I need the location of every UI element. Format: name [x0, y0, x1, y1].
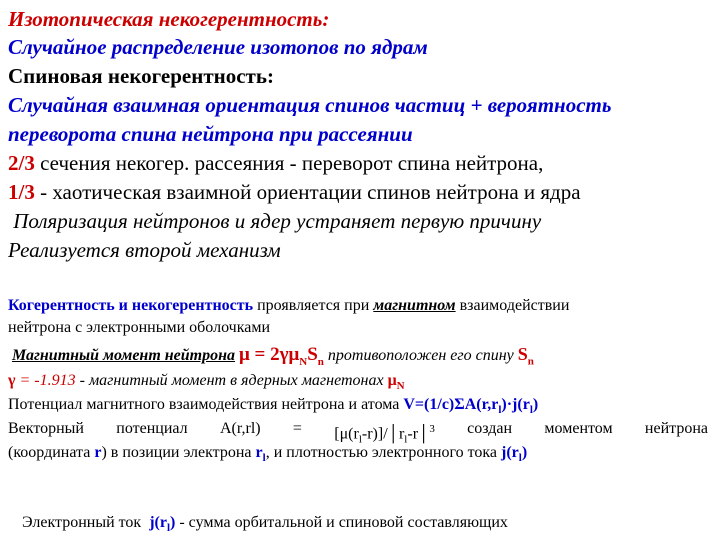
line-magnetic-moment: [8, 344, 534, 372]
text-two-thirds: сечения некогер. рассеяния - переворот спина нейтрона,: [34, 151, 544, 175]
line-electron-shells: нейтрона с электронными оболочками: [8, 319, 271, 336]
fraction-two-thirds: 2/3: [8, 151, 35, 175]
formula-moment: $\mu = 2\gamma\mu_NS_n$: [238, 344, 324, 368]
magnetic-moment-label: Магнитный момент нейтрона: [12, 347, 235, 364]
gamma-text: - магнитный момент в ядерных магнетонах: [75, 372, 388, 389]
line-electron-current: Электронный ток $j(r_l)$ - сумма орбитальной и спиновой составляющих: [22, 514, 508, 535]
potential-formula: $V=(1/c)\Sigma A(r,r_l)\cdot j(r_l)$: [403, 396, 539, 417]
vp-word-6: создан: [467, 420, 513, 437]
line-second-mechanism: Реализуется второй механизм: [8, 238, 281, 262]
vp-word-1: Векторный: [8, 420, 84, 437]
coherence-text-a: проявляется при: [253, 297, 374, 314]
coherence-term: Когерентность и некогерентность: [8, 297, 254, 314]
coherence-text-b: взаимодействии: [455, 297, 570, 314]
electron-position: $r_l$: [255, 444, 266, 465]
line-isotopic-desc: Случайное распределение изотопов по ядрам: [8, 35, 428, 59]
line-one-third: [8, 179, 581, 205]
moment-text: противоположен его спину: [323, 347, 518, 364]
heading-spin: Спиновая некогерентность:: [8, 64, 274, 88]
spin-symbol: $S_n$: [517, 344, 534, 368]
electron-current-symbol: $j(r_l)$: [149, 514, 176, 535]
line-two-thirds: [8, 150, 543, 176]
vp-word-8: нейтрона: [644, 420, 708, 437]
line-potential: [8, 395, 538, 420]
nuclear-magneton: $\mu_N$: [387, 372, 405, 393]
vp-formula: $[\mu(r_l-r)]/│r_l-r│^3$: [334, 423, 435, 446]
vp-word-2: потенциал: [116, 420, 188, 437]
magnetic-term: магнитном: [373, 297, 456, 314]
line-coordinate: (координата r) в позиции электрона $r_l$, и плотностью электронного тока $j(r_l)$: [8, 444, 528, 465]
text-one-third: - хаотическая взаимной ориентации спинов нейтрона и ядра: [34, 180, 581, 204]
potential-text: Потенциал магнитного взаимодействия нейтрона и атома: [8, 396, 404, 413]
vp-word-7: моментом: [544, 420, 613, 437]
line-gamma: [8, 371, 405, 396]
heading-isotopic: Изотопическая некогерентность:: [8, 7, 330, 31]
vp-word-3: A(r,rl): [219, 420, 261, 437]
gamma-symbol: γ: [8, 372, 16, 389]
gamma-value: = -1.913: [15, 372, 76, 389]
line-spin-desc-2: переворота спина нейтрона при рассеянии: [8, 122, 413, 146]
current-density: $j(r_l)$: [501, 444, 528, 465]
fraction-one-third: 1/3: [8, 180, 35, 204]
line-coherence: [8, 296, 569, 316]
line-polarization: Поляризация нейтронов и ядер устраняет первую причину: [8, 209, 542, 233]
vp-word-4: =: [292, 420, 302, 437]
line-spin-desc-1: Случайная взаимная ориентация спинов частиц + вероятность: [8, 93, 612, 117]
